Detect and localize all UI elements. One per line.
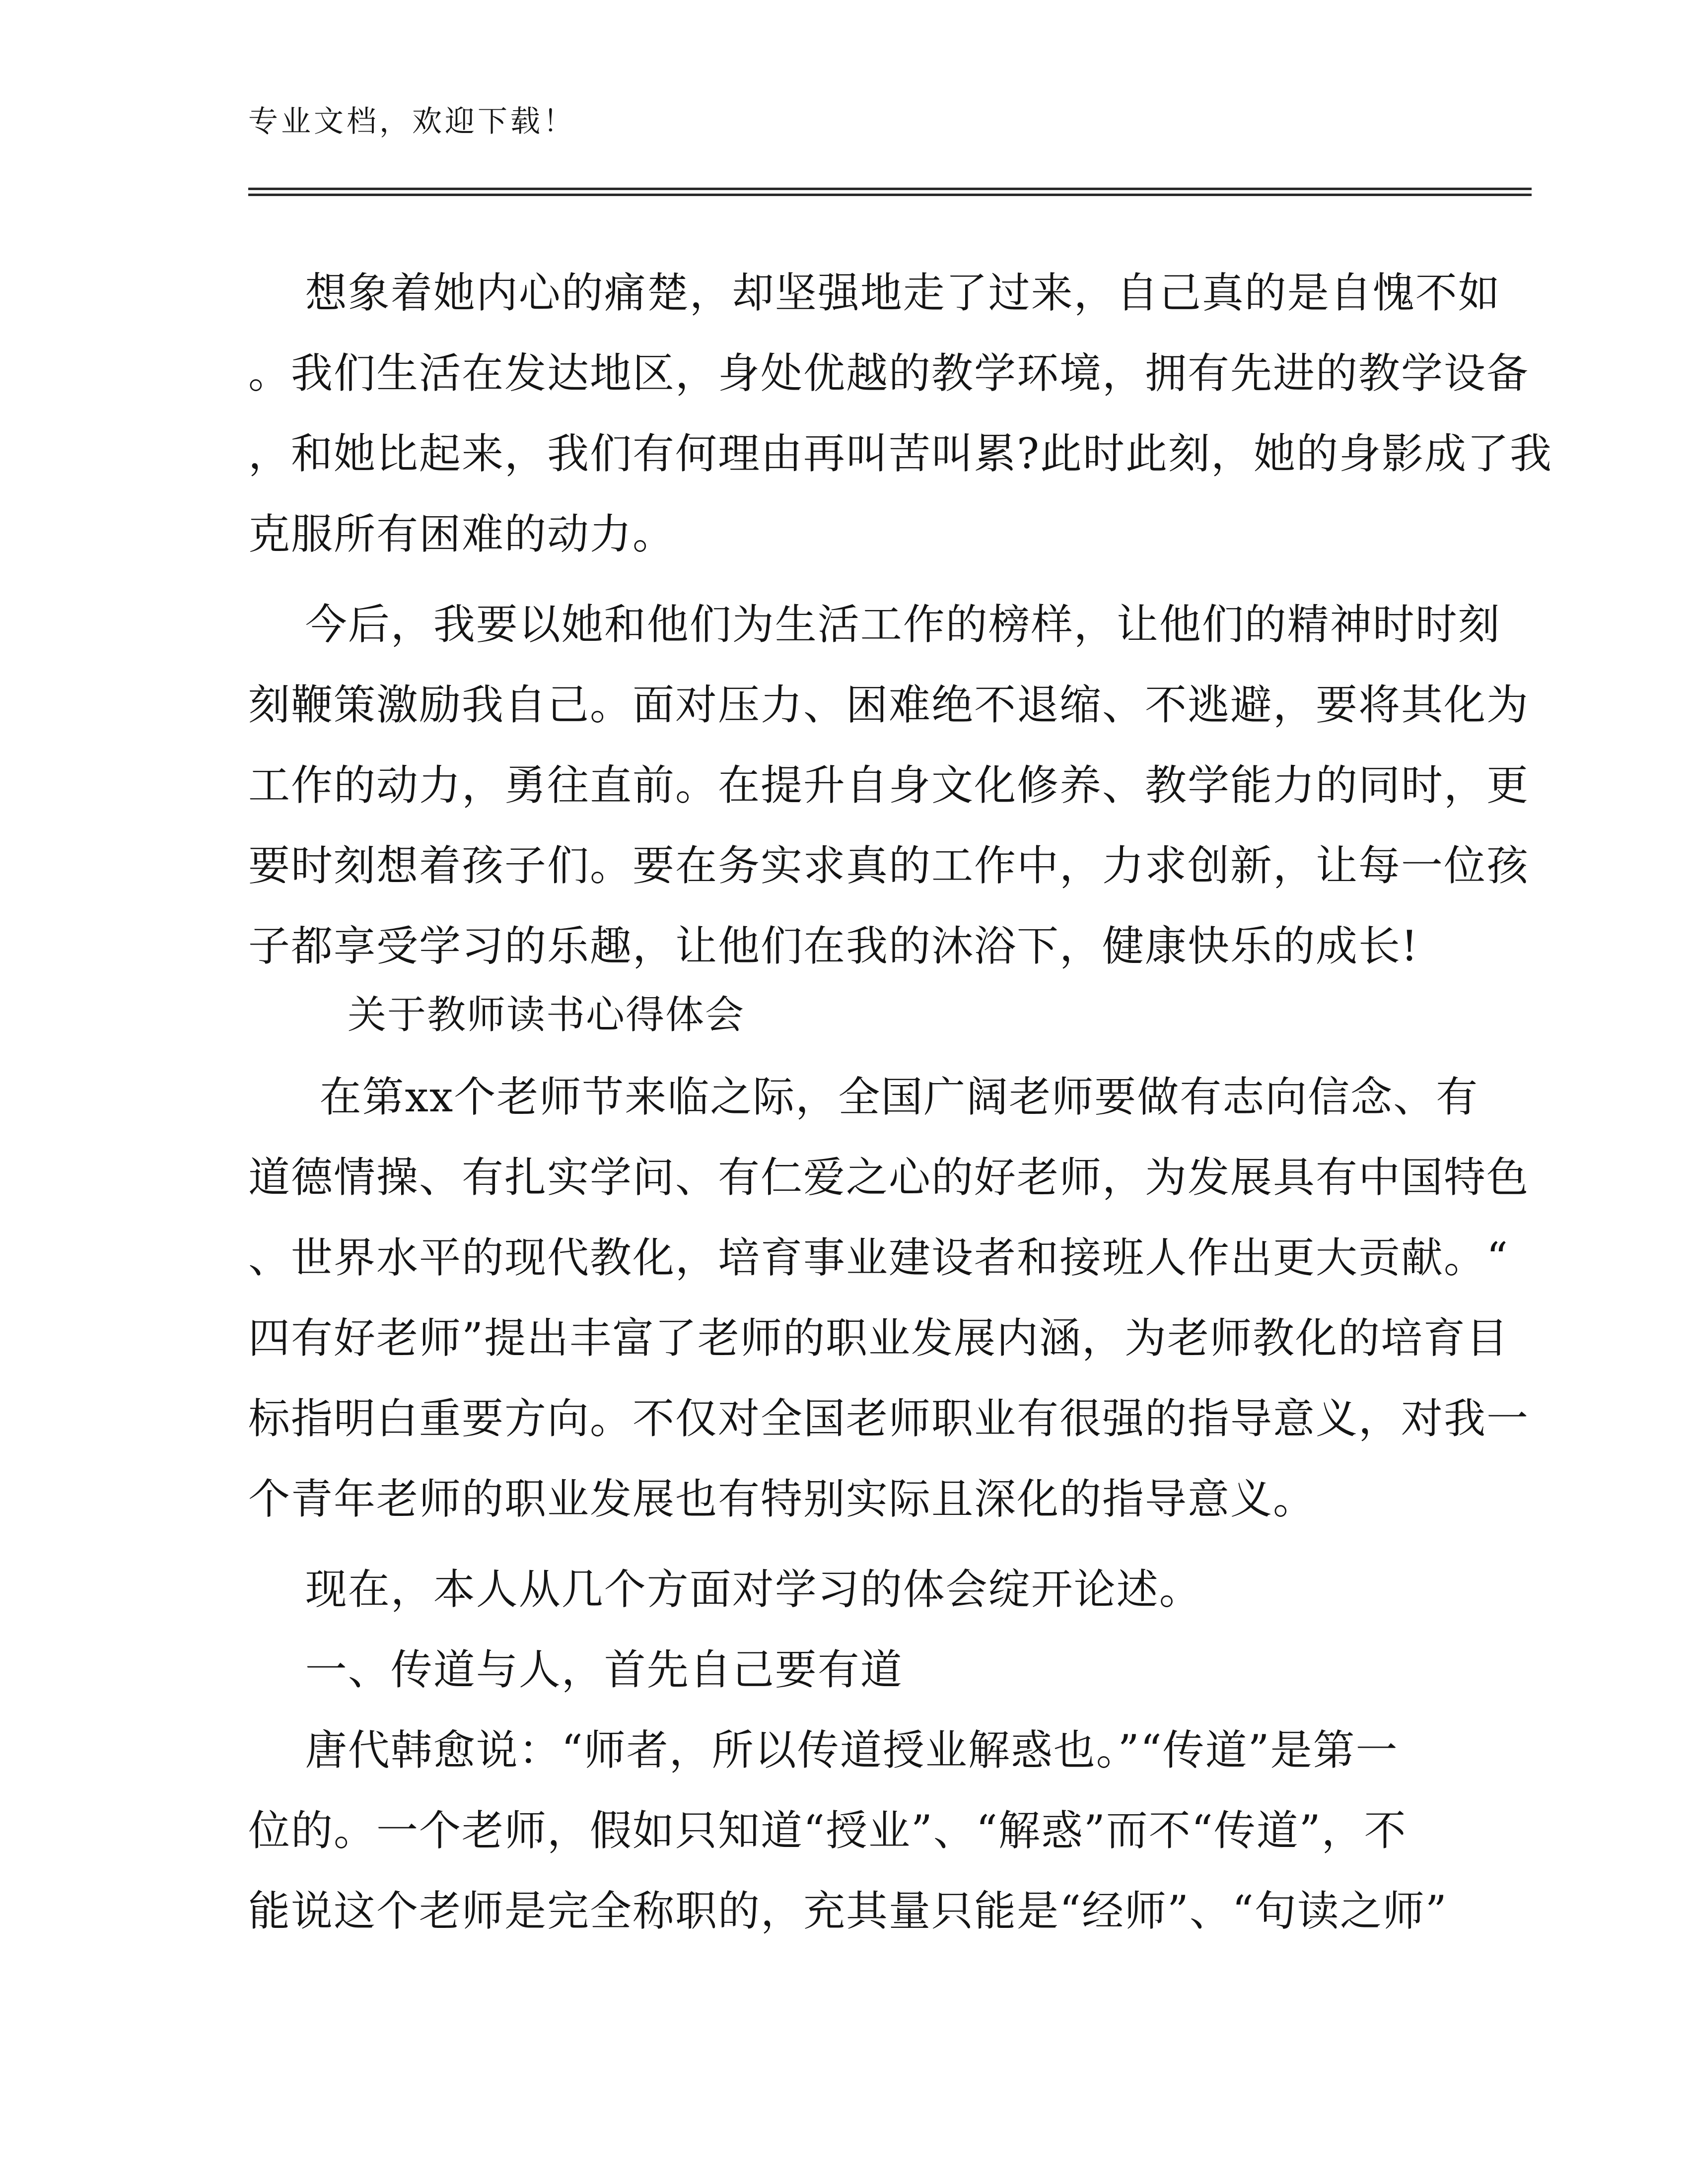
paragraph-line: 刻鞭策激励我自己。面对压力、困难绝不退缩、不逃避，要将其化为 <box>248 681 1530 729</box>
paragraph-line: ，和她比起来，我们有何理由再叫苦叫累?此时此刻，她的身影成了我 <box>248 429 1553 478</box>
paragraph-line: 个青年老师的职业发展也有特别实际且深化的指导意义。 <box>248 1475 1316 1523</box>
paragraph-line: 要时刻想着孩子们。要在务实求真的工作中，力求创新，让每一位孩 <box>248 841 1530 890</box>
paragraph-line: 。我们生活在发达地区，身处优越的教学环境，拥有先进的教学设备 <box>248 349 1530 398</box>
header-text: 专业文档，欢迎下载！ <box>248 104 576 139</box>
paragraph-line: 四有好老师”提出丰富了老师的职业发展内涵，为老师教化的培育目 <box>248 1314 1509 1363</box>
paragraph-line: 今后，我要以她和他们为生活工作的榜样，让他们的精神时时刻 <box>248 600 1501 649</box>
paragraph-line: 道德情操、有扎实学问、有仁爱之心的好老师，为发展具有中国特色 <box>248 1153 1530 1202</box>
paragraph-line: 、世界水平的现代教化，培育事业建设者和接班人作出更大贡献。“ <box>248 1233 1509 1282</box>
paragraph-line: 想象着她内心的痛楚，却坚强地走了过来，自己真的是自愧不如 <box>248 269 1501 317</box>
header-rule-top <box>248 188 1532 190</box>
paragraph-line: 能说这个老师是完全称职的，充其量只能是“经师”、“句读之师” <box>248 1887 1448 1935</box>
paragraph-line: 工作的动力，勇往直前。在提升自身文化修养、教学能力的同时，更 <box>248 761 1530 810</box>
paragraph-line: 现在，本人从几个方面对学习的体会绽开论述。 <box>248 1565 1202 1614</box>
paragraph-line: 子都享受学习的乐趣，让他们在我的沐浴下，健康快乐的成长! <box>248 922 1419 970</box>
paragraph-line: 标指明白重要方向。不仅对全国老师职业有很强的指导意义，对我一 <box>248 1394 1530 1443</box>
paragraph-line: 位的。一个老师，假如只知道“授业”、“解惑”而不“传道”，不 <box>248 1806 1407 1855</box>
paragraph-line: 在第xx个老师节来临之际，全国广阔老师要做有志向信念、有 <box>248 1073 1479 1121</box>
paragraph-line: 克服所有困难的动力。 <box>248 510 676 558</box>
paragraph-line: 唐代韩愈说：“师者，所以传道授业解惑也。”“传道”是第一 <box>248 1726 1399 1774</box>
section-heading: 关于教师读书心得体会 <box>348 993 745 1037</box>
header-rule-bottom <box>248 194 1532 196</box>
paragraph-line: 一、传道与人，首先自己要有道 <box>248 1645 903 1694</box>
